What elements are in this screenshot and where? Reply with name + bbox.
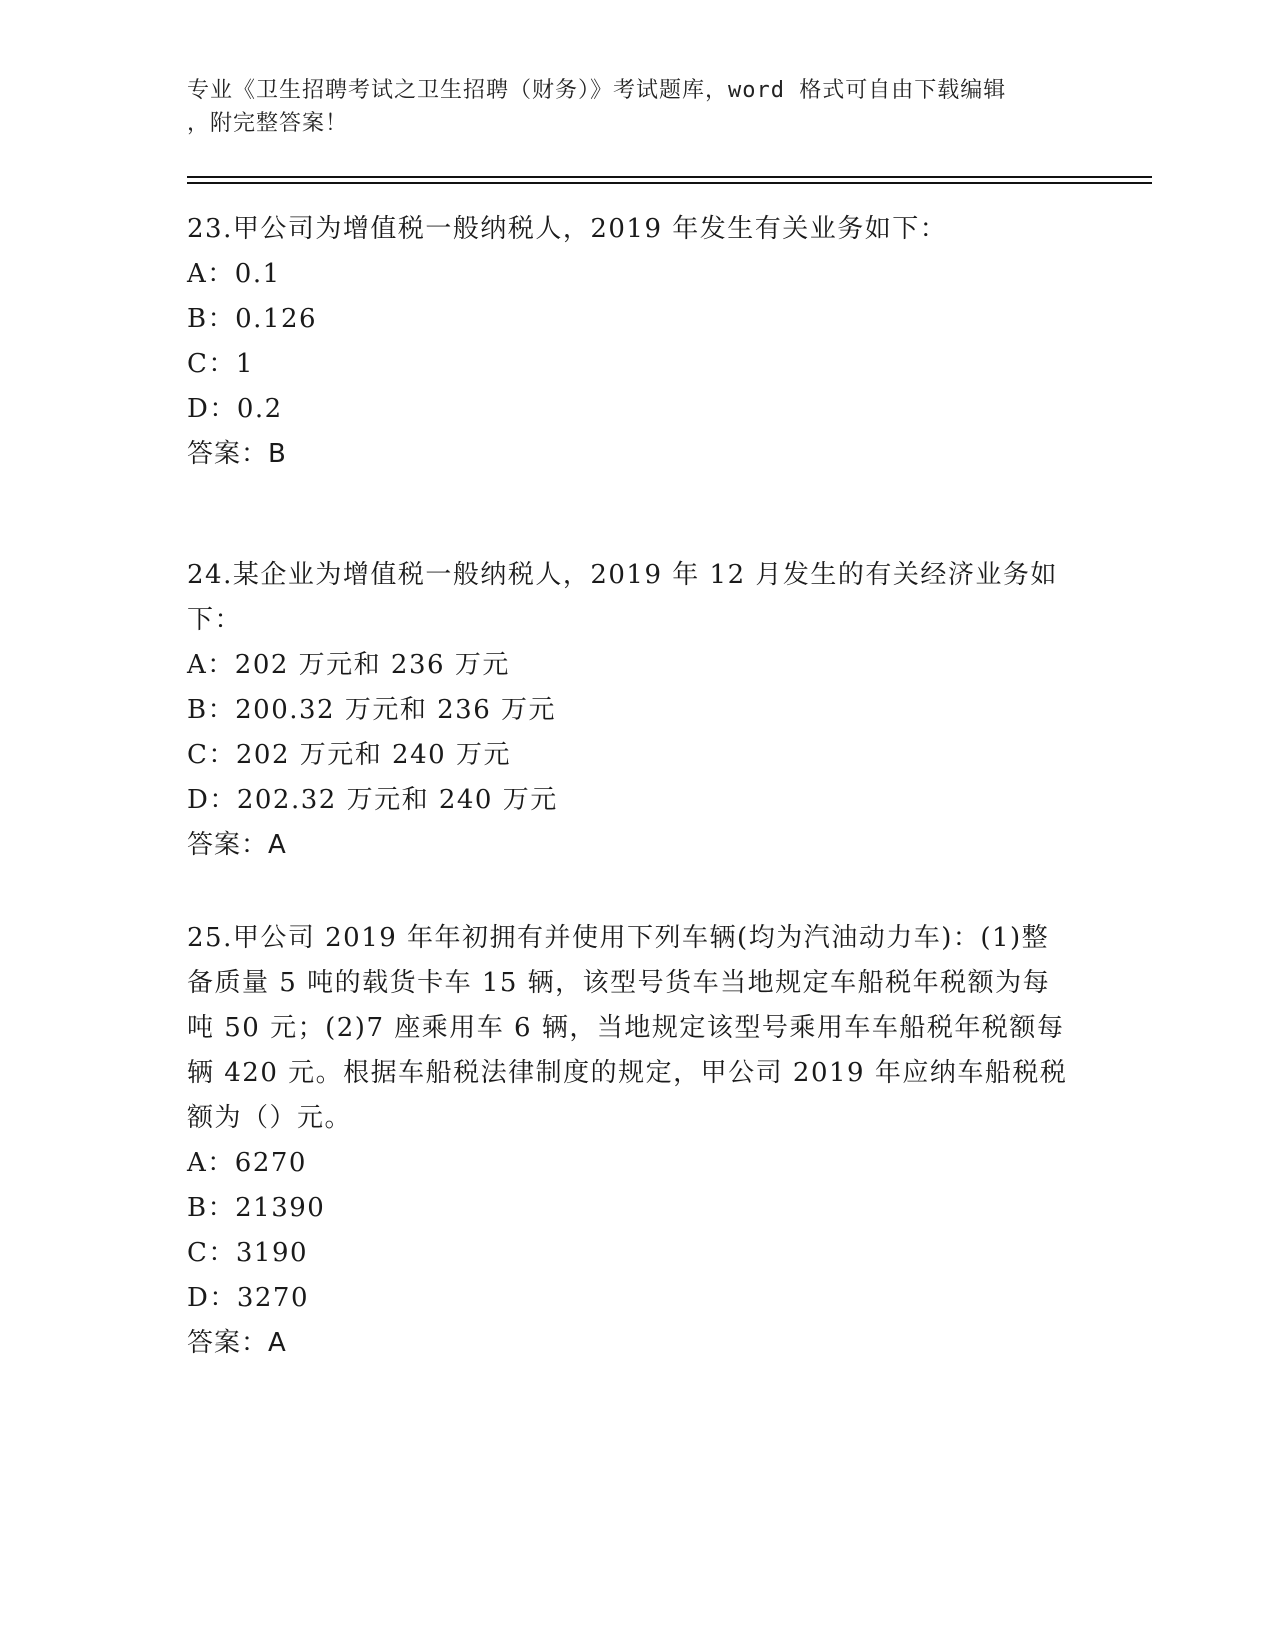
option-b: B：0.126 — [187, 304, 318, 334]
question-24 — [187, 553, 1077, 868]
question-stem-line: 吨 50 元；(2)7 座乘用车 6 辆，当地规定该型号乘用车车船税年税额每 — [187, 1013, 1065, 1043]
answer: 答案：B — [187, 439, 287, 469]
question-stem-line: 辆 420 元。根据车船税法律制度的规定，甲公司 2019 年应纳车船税税 — [187, 1058, 1068, 1088]
header-line-2: ，附完整答案！ — [187, 111, 349, 136]
answer: 答案：A — [187, 1328, 287, 1358]
answer: 答案：A — [187, 830, 287, 860]
option-d: D：0.2 — [187, 394, 283, 424]
question-stem-line: 23.甲公司为增值税一般纳税人，2019 年发生有关业务如下： — [187, 214, 948, 244]
option-c: C：202 万元和 240 万元 — [187, 740, 511, 770]
question-stem-line: 25.甲公司 2019 年年初拥有并使用下列车辆(均为汽油动力车)：(1)整 — [187, 923, 1050, 953]
option-b: B：21390 — [187, 1193, 326, 1223]
option-c: C：1 — [187, 349, 254, 379]
header-divider-top — [187, 176, 1152, 178]
option-c: C：3190 — [187, 1238, 309, 1268]
option-d: D：202.32 万元和 240 万元 — [187, 785, 558, 815]
option-a: A：202 万元和 236 万元 — [187, 650, 510, 680]
question-25 — [187, 916, 1077, 1366]
option-a: A：6270 — [187, 1148, 307, 1178]
question-23 — [187, 207, 1077, 477]
document-header — [187, 74, 1067, 140]
question-stem-line: 备质量 5 吨的载货卡车 15 辆，该型号货车当地规定车船税年税额为每 — [187, 968, 1051, 998]
question-stem-line: 24.某企业为增值税一般纳税人，2019 年 12 月发生的有关经济业务如 — [187, 560, 1058, 590]
header-divider-bottom — [187, 182, 1152, 184]
header-line-1: 专业《卫生招聘考试之卫生招聘（财务）》考试题库，word 格式可自由下载编辑 — [187, 78, 1007, 103]
option-a: A：0.1 — [187, 259, 281, 289]
question-stem-line: 额为（）元。 — [187, 1103, 353, 1133]
option-d: D：3270 — [187, 1283, 310, 1313]
option-b: B：200.32 万元和 236 万元 — [187, 695, 557, 725]
question-stem-line: 下： — [187, 605, 243, 635]
